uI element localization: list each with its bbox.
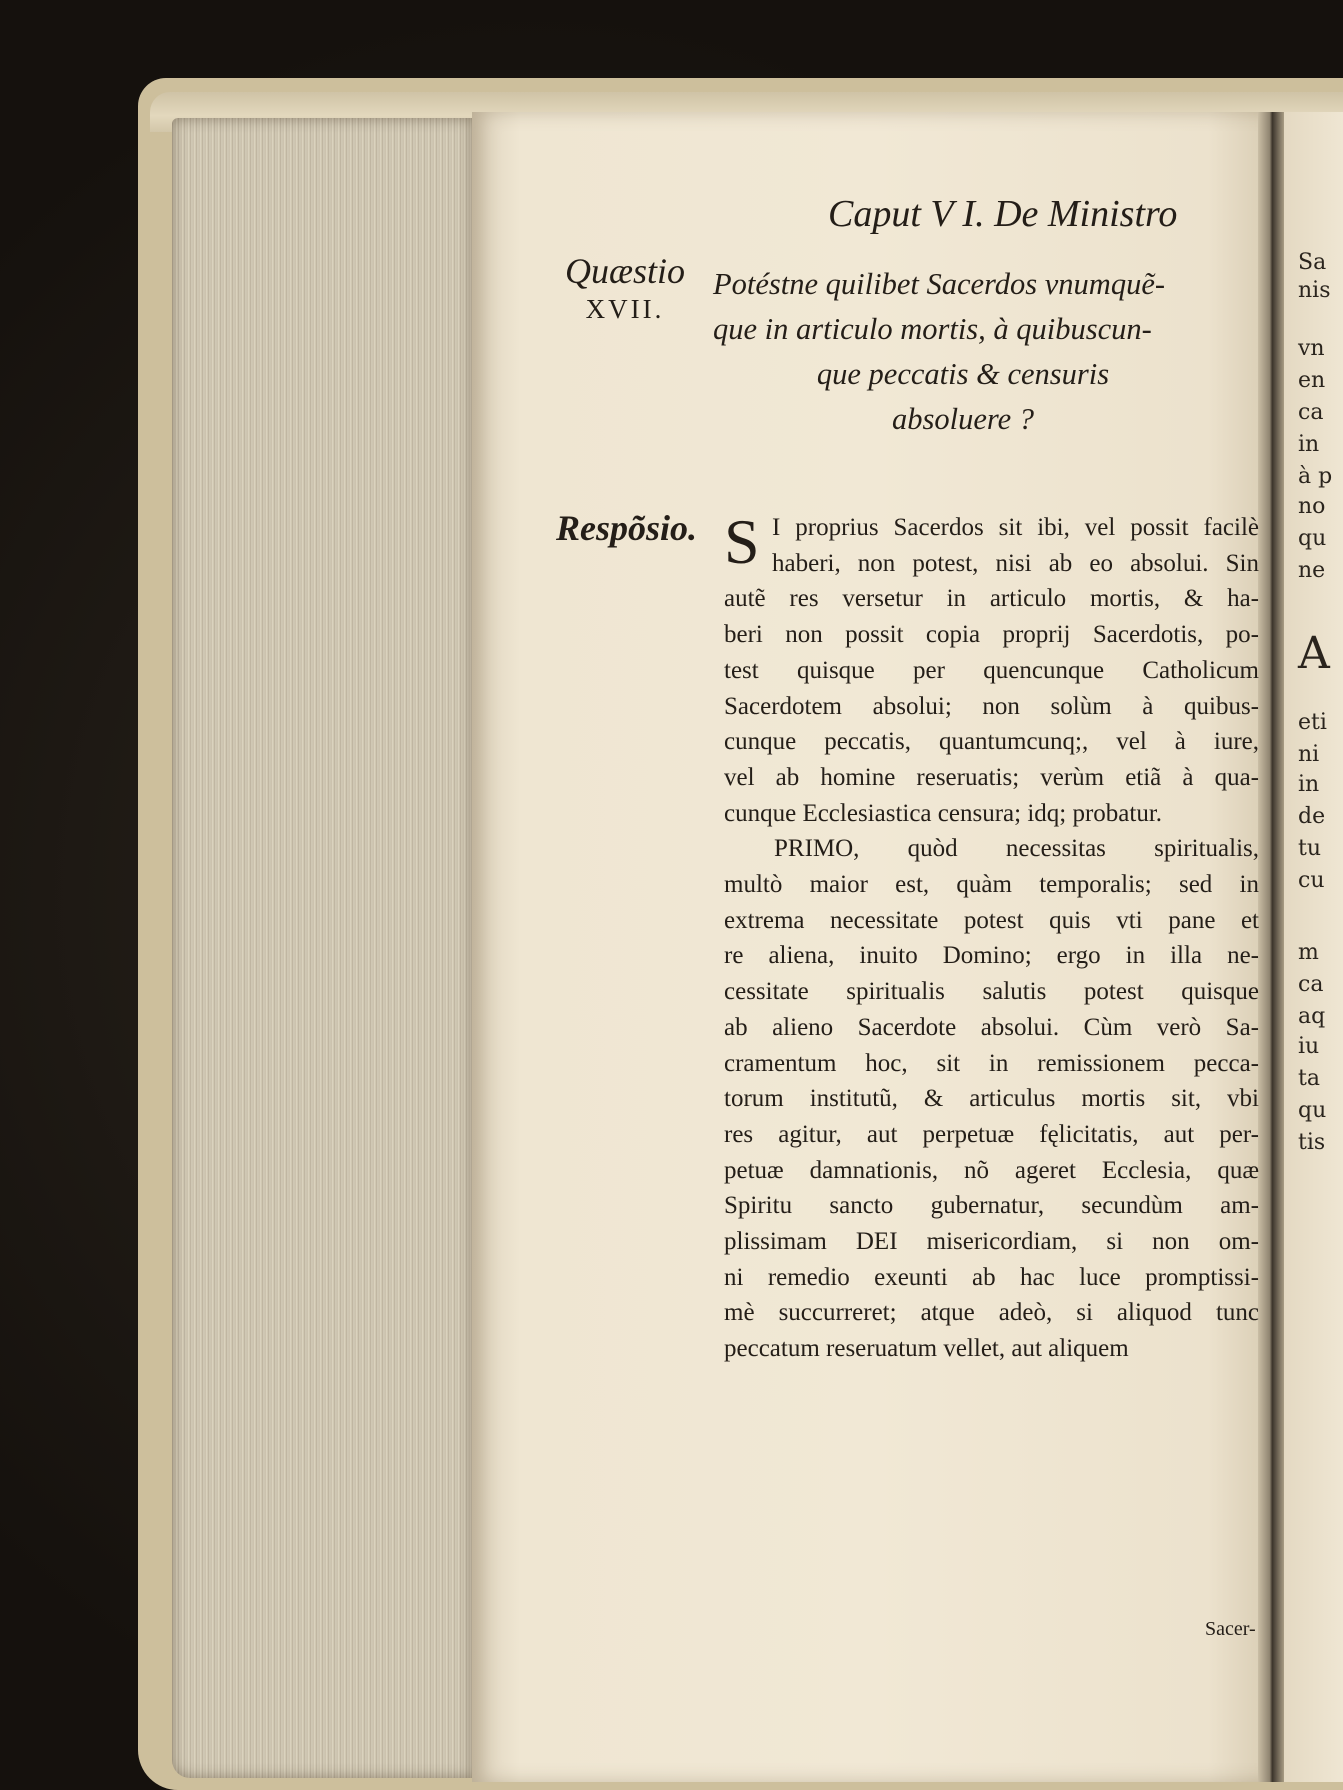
body-line: mè succurreret; atque adeò, si aliquod tunc [724,1299,1259,1327]
body-line: plissimam DEI misericordiam, si non om- [724,1228,1259,1256]
question-line: Potéstne quilibet Sacerdos vnumquẽ- [713,267,1166,301]
facing-page-fragment: tu [1298,836,1322,861]
facing-page-fragment: qu [1298,526,1327,551]
facing-page-fragment: Sa [1298,250,1327,275]
body-line: extrema necessitate potest quis vti pane et [724,906,1259,934]
body-line: autẽ res versetur in articulo mortis, & ha- [724,585,1259,613]
facing-page-fragment: qu [1298,1098,1327,1123]
facing-page-fragment: en [1298,368,1326,393]
body-line: peccatum reseruatum vellet, aut aliquem [724,1335,1129,1363]
body-line: test quisque per quencunque Catholicum [724,656,1259,684]
body-line: Sacerdotem absolui; non solùm à quibus- [724,692,1259,720]
facing-page-fragment: tis [1298,1130,1326,1155]
body-line: cramentum hoc, sit in remissionem pecca- [724,1049,1259,1077]
response-label: Respõsio. [556,508,698,548]
body-line: petuæ damnationis, nõ ageret Ecclesia, quæ [724,1156,1259,1184]
page-fore-edge [172,118,472,1778]
drop-cap: S [724,506,760,577]
facing-page-fragment: eti [1298,710,1327,735]
body-line: cessitate spiritualis salutis potest quisque [724,978,1259,1006]
facing-page-fragment: in [1298,432,1320,457]
body-line: multò maior est, quàm temporalis; sed in [724,871,1259,899]
facing-page-fragment: aq [1298,1004,1326,1029]
question-line: que in articulo mortis, à quibuscun- [713,312,1152,346]
body-line: I proprius Sacerdos sit ibi, vel possit facilè [772,514,1259,541]
question-line: absoluere ? [891,402,1035,436]
facing-page-fragment: nis [1298,278,1331,303]
body-line: cunque Ecclesiastica censura; idq; probatur. [724,799,1163,827]
body-line: vel ab homine reseruatis; verùm etiã à qua- [724,763,1259,791]
body-line: res agitur, aut perpetuæ fęlicitatis, aut per- [724,1120,1259,1148]
facing-page-fragment: A [1298,628,1330,679]
gutter [1258,112,1284,1782]
body-line: torum institutũ, & articulus mortis sit, vbi [724,1085,1259,1113]
facing-page-fragment: ni [1298,742,1320,767]
facing-page-fragment: à p [1298,464,1333,489]
facing-page [1284,112,1343,1782]
facing-page-fragment: ta [1298,1066,1320,1091]
body-line: ab alieno Sacerdote absolui. Cùm verò Sa- [724,1013,1259,1041]
body-line: ni remedio exeunti ab hac luce promptissi- [724,1263,1259,1291]
facing-page-fragment: de [1298,804,1326,829]
question-word: Quæstio [564,251,686,291]
facing-page-fragment: in [1298,772,1320,797]
body-line: Spiritu sancto gubernatur, secundùm am- [724,1192,1259,1220]
running-head: Caput V I. De Ministro [828,193,1178,235]
body-line: haberi, non potest, nisi ab eo absolui. Sin [772,549,1259,577]
body-line: PRIMO, quòd necessitas spiritualis, [774,835,1259,863]
body-text [724,506,1259,1367]
catchword: Sacer- [1205,1618,1256,1640]
question-line: que peccatis & censuris [816,357,1110,391]
question-label [560,252,690,325]
facing-page-fragment: cu [1298,868,1325,893]
facing-page-fragment: iu [1298,1034,1320,1059]
question-text [713,262,1213,442]
body-line: cunque peccatis, quantumcunq;, vel à iure, [724,728,1259,756]
facing-page-fragment: vn [1298,336,1325,361]
body-line: re aliena, inuito Domino; ergo in illa ne- [724,942,1259,970]
body-line: beri non possit copia proprij Sacerdotis, po- [724,621,1259,649]
facing-page-fragment: no [1298,494,1326,519]
facing-page-fragment: ca [1298,400,1324,425]
facing-page-fragment: m [1298,940,1319,965]
question-number: XVII. [585,293,665,324]
facing-page-fragment: ne [1298,558,1326,583]
facing-page-fragment: ca [1298,972,1324,997]
